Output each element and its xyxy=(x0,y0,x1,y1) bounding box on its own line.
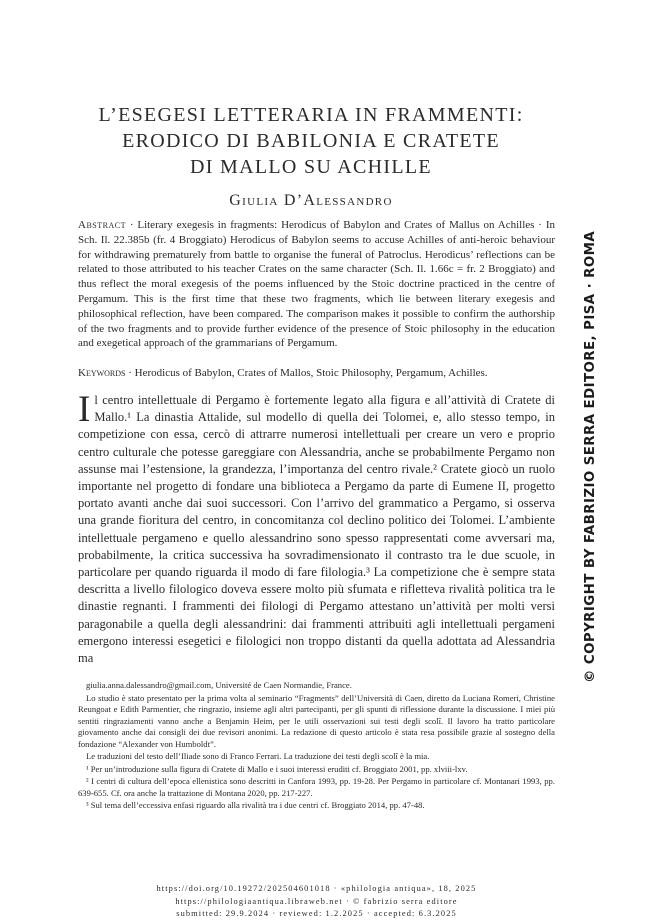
body-text xyxy=(78,389,555,667)
footer-dates-line: submitted: 29.9.2024 · reviewed: 1.2.2025 · accepted: 6.3.2025 xyxy=(176,909,457,918)
abstract-label: Abstract xyxy=(78,219,126,231)
copyright-notice xyxy=(580,220,600,685)
footer-publisher-line: https://philologiaantiqua.libraweb.net · © fabrizio serra editore xyxy=(175,896,458,906)
copyright-text: © COPYRIGHT BY FABRIZIO SERRA EDITORE, PISA · ROMA xyxy=(583,230,598,683)
abstract-text: · Literary exegesis in fragments: Herodicus of Babylon and Crates of Mallus on Achilles · In Sch. Il. 22.385b (fr. 4 Broggiato) Herodicus of Babylon seems to accuse Achilles of anti-heroic behaviour for withdrawing prematurely from battle to organise the funeral of Patroclus. Herodicus’ reflections can be related to those attributed to his teacher Crates on the same character (Sch. Il. 1.66c = fr. 2 Broggiato) and thus reflect the moral exegesis of the poems influenced by the Stoic doctrine practiced in the centre of Pergamum. This is the first time that these two fragments, which lie between literary exegesis and philosophical reflection, have been compared. The comparison makes it possible to confirm the authorship of the two fragments and to provide further evidence of the presence of Stoic philosophy in the education and exegetical approach of the grammarians of Pergamum. xyxy=(78,219,555,350)
article-title xyxy=(0,102,622,210)
page-footer xyxy=(78,883,555,921)
footnote-translations: Le traduzioni del testo dell’Iliade sono di Franco Ferrari. La traduzione dei testi degli scolî è la mia. xyxy=(86,751,430,761)
footnote-email: giulia.anna.dalessandro@gmail.com, Université de Caen Normandie, France. xyxy=(86,680,352,690)
footnote-3: ³ Sul tema dell’eccessiva enfasi riguardo alla rivalità tra i due centri cf. Broggiato 2014, pp. 47-48. xyxy=(86,800,425,810)
footnote-2: ² I centri di cultura dell’epoca ellenistica sono descritti in Canfora 1993, pp. 19-28. Per Pergamo in particolare cf. Montanari 1993, pp. 639-655. Cf. ora anche la trattazione di Montana 2020, pp. 217-227. xyxy=(78,776,555,798)
title-line-3: DI MALLO SU ACHILLE xyxy=(190,156,432,178)
title-line-1: L’ESEGESI LETTERARIA IN FRAMMENTI: xyxy=(98,104,524,126)
abstract xyxy=(78,218,555,351)
body-paragraph: l centro intellettuale di Pergamo è fortemente legato alla figura e all’attività di Cratete di Mallo.¹ La dinastia Attalide, sul modello di quella dei Tolomei, e, allo stesso tempo, in competizione con essa, cercò di attrarre numerosi intellettuali per creare un vero e proprio centro culturale che potesse gareggiare con Alessandria, anche se probabilmente Pergamo non assunse mai l’estensione, la grandezza, l’importanza del centro rivale.² Cratete giocò un ruolo importante nel progetto di fondare una biblioteca a Pergamo da parte di Eumene II, progetto portato avanti anche dai suoi successori. Con l’arrivo del grammatico a Pergamo, si osserva una grande fioritura del centro, in concomitanza col declino politico dei Tolomei. L’ambiente intellettuale pergameno e quello alessandrino sono spesso rappresentati come avversari ma, probabilmente, la critica successiva ha sovradimensionato il contrasto tra le due scuole, in particolare per quando riguarda il modo di fare filologia.³ La competizione che è sempre stata descritta a livello filologico doveva essere molto più sfumata e rifletteva rivalità politica tra le dinastie regnanti. I frammenti dei filologi di Pergamo attestano un’attività per molti versi paragonabile a quella degli alessandrini: dai frammenti attribuiti agli intellettuali pergameni emergono interessi esegetici e filologici non troppo distanti da quella adottata ad Alessandria ma xyxy=(78,393,555,666)
keywords-text: · Herodicus of Babylon, Crates of Mallos, Stoic Philosophy, Pergamum, Achilles. xyxy=(125,367,488,379)
author-name: Giulia D’Alessandro xyxy=(229,192,393,209)
drop-cap: I xyxy=(78,389,91,430)
footnote-acknowledgements: Lo studio è stato presentato per la prima volta al seminario “Fragments” dell’Università di Caen, diretto da Luciana Romeri, Christine Reungoat e Edith Parmentier, che ringrazio, insieme agli altri partecipanti, per gli spunti di riflessione durante la discussione. I miei più sentiti ringraziamenti vanno anche a Benjamin Heim, per le utili osservazioni sui testi degli scolî. Il lavoro ha tratto particolare giovamento anche dai consigli dei due revisori anonimi. La redazione di questo articolo è stata resa possibile grazie al sostegno della fondazione “Alexander von Humboldt”. xyxy=(78,692,555,749)
footnotes xyxy=(78,680,555,813)
footer-doi-line: https://doi.org/10.19272/202504601018 · «philologia antiqua», 18, 2025 xyxy=(156,884,477,893)
title-line-2: ERODICO DI BABILONIA E CRATETE xyxy=(122,130,500,152)
keywords xyxy=(78,366,555,381)
footnote-1: ¹ Per un’introduzione sulla figura di Cratete di Mallo e i suoi interessi eruditi cf. Broggiato 2001, pp. xlviii-lxv. xyxy=(86,763,468,774)
keywords-label: Keywords xyxy=(78,367,126,379)
